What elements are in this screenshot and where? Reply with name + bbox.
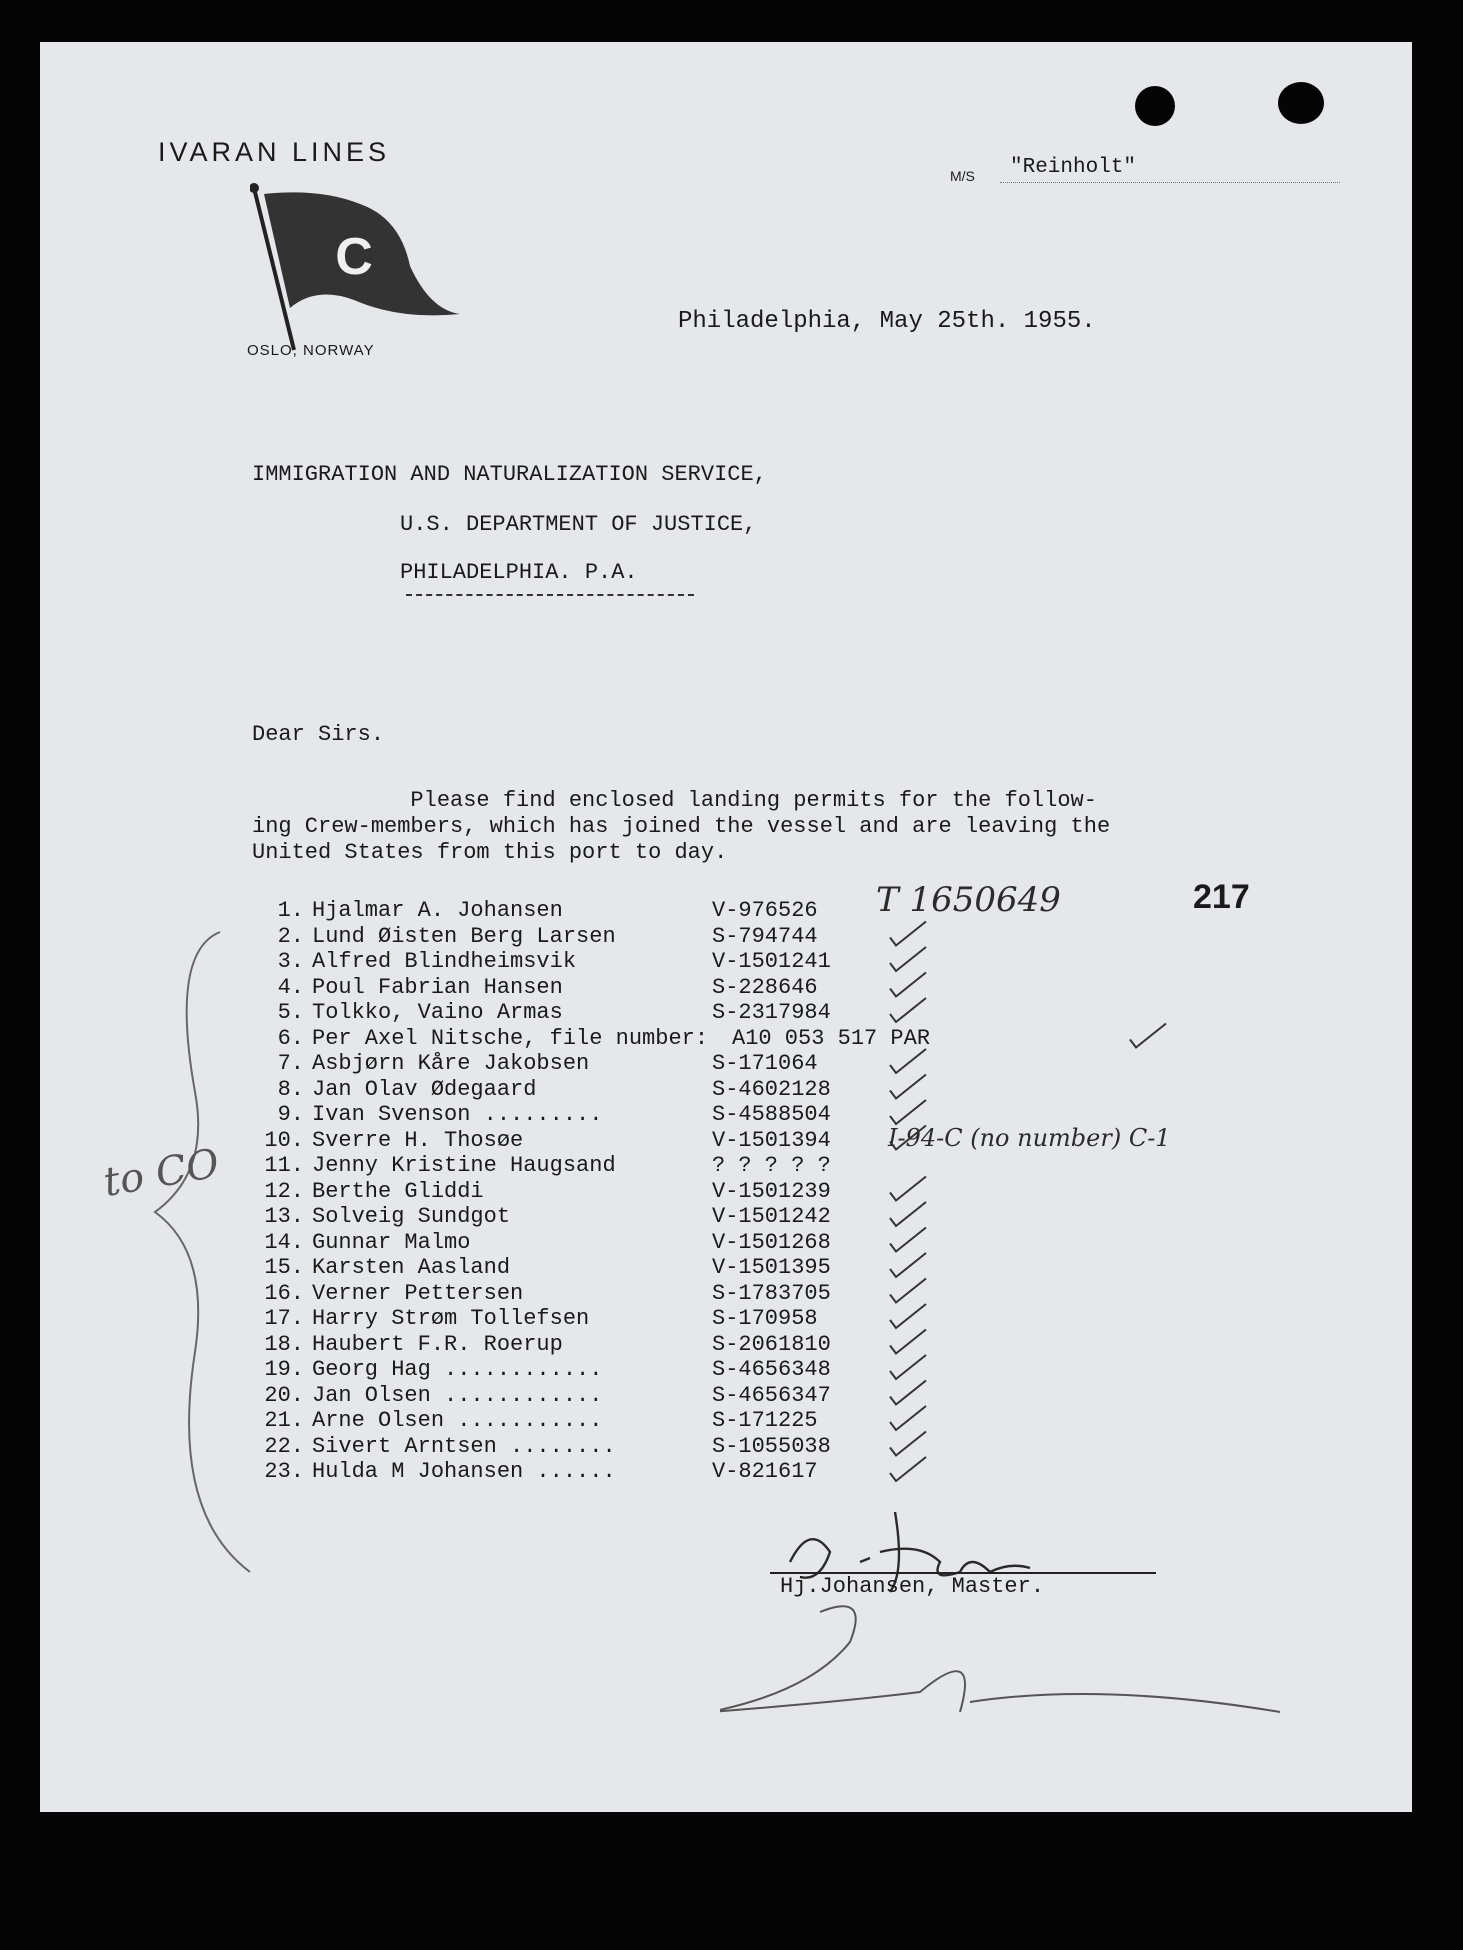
- crew-row: [252, 1408, 930, 1434]
- checkmark: [890, 1126, 926, 1150]
- date-line: Philadelphia, May 25th. 1955.: [678, 308, 1096, 335]
- crew-number: 4.: [277, 974, 304, 1000]
- crew-row: [252, 1077, 930, 1103]
- crew-name: Karsten Aasland: [312, 1255, 511, 1280]
- crew-number: 10.: [264, 1127, 304, 1153]
- crew-row: [252, 949, 930, 975]
- handwritten-note-row-11: I-94-C (no number) C-1: [888, 1124, 1171, 1152]
- checkmark: [890, 1304, 926, 1328]
- crew-id: V-1501395: [712, 1255, 831, 1280]
- crew-number: 1.: [277, 898, 304, 923]
- crew-number: 11.: [264, 1153, 304, 1178]
- crew-number: 12.: [264, 1178, 304, 1204]
- checkmark: [890, 1330, 926, 1354]
- crew-row: [252, 1128, 930, 1154]
- crew-name: Hulda M Johansen ......: [312, 1459, 616, 1484]
- letter-page: [40, 42, 1412, 1812]
- margin-note: to CO: [100, 1140, 223, 1207]
- checkmarks-column: [860, 902, 1180, 1522]
- ship-label: M/S: [950, 168, 975, 184]
- crew-name: Ivan Svenson .........: [312, 1102, 603, 1127]
- crew-number: 16.: [264, 1280, 304, 1306]
- crew-id: V-1501239: [712, 1178, 831, 1204]
- crew-row: [252, 1306, 930, 1332]
- checkmark: [890, 1049, 926, 1073]
- crew-name: Alfred Blindheimsvik: [312, 949, 577, 974]
- crew-number: 5.: [277, 1000, 304, 1025]
- checkmark: [890, 922, 926, 946]
- crew-name: Gunnar Malmo: [312, 1229, 471, 1255]
- crew-list: [252, 898, 930, 1485]
- recipient-line-3: PHILADELPHIA. P.A.: [400, 560, 638, 585]
- crew-row: [252, 1179, 930, 1205]
- crew-row: [252, 975, 930, 1001]
- crew-name: Asbjørn Kåre Jakobsen: [312, 1051, 590, 1076]
- crew-row: [252, 1051, 930, 1077]
- crew-name: Verner Pettersen: [312, 1280, 524, 1306]
- ship-name: "Reinholt": [1010, 156, 1137, 179]
- checkmark: [890, 1075, 926, 1099]
- crew-row: [252, 1153, 930, 1179]
- company-flag-logo: [250, 182, 470, 357]
- checkmark: [890, 1202, 926, 1226]
- crew-id: ? ? ? ? ?: [712, 1153, 831, 1178]
- crew-row: [252, 1102, 930, 1128]
- crew-number: 6.: [277, 1025, 304, 1051]
- checkmark: [890, 947, 926, 971]
- checkmark: [1130, 1024, 1166, 1048]
- crew-name: Jan Olav Ødegaard: [312, 1076, 537, 1102]
- crew-name: Harry Strøm Tollefsen: [312, 1306, 590, 1331]
- crew-number: 15.: [264, 1255, 304, 1280]
- crew-id: V-1501394: [712, 1127, 831, 1153]
- checkmark: [890, 1177, 926, 1201]
- checkmark: [890, 1228, 926, 1252]
- crew-id: S-228646: [712, 974, 818, 1000]
- crew-name: Georg Hag ............: [312, 1357, 603, 1382]
- checkmark: [890, 1253, 926, 1277]
- crew-name: Per Axel Nitsche, file number:: [312, 1025, 709, 1051]
- crew-number: 14.: [264, 1229, 304, 1255]
- crew-name: Jan Olsen ............: [312, 1382, 603, 1408]
- crew-row: [252, 1204, 930, 1230]
- crew-number: 13.: [264, 1204, 304, 1229]
- crew-id: S-1055038: [712, 1433, 831, 1459]
- crew-row: [252, 1459, 930, 1485]
- recipient-line-2: U.S. DEPARTMENT OF JUSTICE,: [400, 512, 757, 537]
- checkmark: [890, 1355, 926, 1379]
- crew-number: 8.: [277, 1076, 304, 1102]
- margin-bracket-annotation: [100, 892, 270, 1582]
- checkmark: [890, 1279, 926, 1303]
- crew-name: Arne Olsen ...........: [312, 1408, 603, 1433]
- crew-name: Sivert Arntsen ........: [312, 1433, 616, 1459]
- crew-row: [252, 1434, 930, 1460]
- crew-row: [252, 1383, 930, 1409]
- crew-row: [252, 1332, 930, 1358]
- crew-row: [252, 1281, 930, 1307]
- signatory-name: Hj.Johansen, Master.: [780, 1574, 1045, 1599]
- crew-id: S-2317984: [712, 1000, 831, 1025]
- crew-name: Jenny Kristine Haugsand: [312, 1153, 616, 1178]
- handwritten-note-row-1: T 1650649: [876, 880, 1061, 920]
- crew-row: [252, 1357, 930, 1383]
- checkmark: [890, 1432, 926, 1456]
- crew-name: Berthe Gliddi: [312, 1178, 484, 1204]
- crew-id: S-170958: [712, 1306, 818, 1331]
- crew-row: [252, 1255, 930, 1281]
- crew-id: V-976526: [712, 898, 818, 923]
- crew-id: S-4656348: [712, 1357, 831, 1382]
- company-name: IVARAN LINES: [158, 137, 391, 167]
- crew-number: 17.: [264, 1306, 304, 1331]
- crew-number: 3.: [277, 949, 304, 974]
- company-location: OSLO, NORWAY: [247, 342, 375, 359]
- crew-id: S-171064: [712, 1051, 818, 1076]
- crew-id: S-4602128: [712, 1076, 831, 1102]
- checkmark: [890, 1406, 926, 1430]
- crew-number: 21.: [264, 1408, 304, 1433]
- crew-row: [252, 924, 930, 950]
- checkmark: [890, 973, 926, 997]
- handwritten-signature: [720, 1482, 1280, 1742]
- crew-number: 22.: [264, 1433, 304, 1459]
- punch-hole: [1278, 82, 1324, 124]
- crew-id: V-1501268: [712, 1229, 831, 1255]
- crew-id: V-1501242: [712, 1204, 831, 1229]
- crew-id: S-794744: [712, 923, 818, 949]
- crew-number: 9.: [277, 1102, 304, 1127]
- crew-row: [252, 1026, 930, 1052]
- crew-number: 7.: [277, 1051, 304, 1076]
- crew-id: S-4656347: [712, 1382, 831, 1408]
- crew-name: Haubert F.R. Roerup: [312, 1331, 563, 1357]
- checkmark: [890, 1457, 926, 1481]
- crew-number: 23.: [264, 1459, 304, 1484]
- stamp-number: 217: [1193, 878, 1250, 916]
- crew-number: 20.: [264, 1382, 304, 1408]
- crew-id: V-821617: [712, 1459, 818, 1484]
- flag-letter: C: [335, 228, 373, 286]
- checkmark: [890, 998, 926, 1022]
- crew-id: S-1783705: [712, 1280, 831, 1306]
- crew-id: S-171225: [712, 1408, 818, 1433]
- ship-underline: [1000, 182, 1340, 183]
- crew-id: A10 053 517 PAR: [732, 1025, 931, 1051]
- crew-number: 2.: [277, 923, 304, 949]
- crew-name: Solveig Sundgot: [312, 1204, 511, 1229]
- recipient-rule: [406, 594, 694, 596]
- crew-name: Lund Øisten Berg Larsen: [312, 923, 616, 949]
- recipient-line-1: IMMIGRATION AND NATURALIZATION SERVICE,: [252, 462, 767, 487]
- crew-id: S-4588504: [712, 1102, 831, 1127]
- crew-id: S-2061810: [712, 1331, 831, 1357]
- salutation: Dear Sirs.: [252, 722, 385, 747]
- crew-id: V-1501241: [712, 949, 831, 974]
- letter-body: Please find enclosed landing permits for the follow- ing Crew-members, which has joined the vessel and are leaving the United States from this port to day.: [252, 788, 1111, 865]
- crew-row: [252, 898, 930, 924]
- crew-name: Poul Fabrian Hansen: [312, 974, 563, 1000]
- crew-name: Tolkko, Vaino Armas: [312, 1000, 563, 1025]
- crew-number: 19.: [264, 1357, 304, 1382]
- checkmark: [890, 1100, 926, 1124]
- punch-hole: [1135, 86, 1175, 126]
- crew-row: [252, 1000, 930, 1026]
- checkmark: [890, 1381, 926, 1405]
- crew-name: Sverre H. Thosøe: [312, 1127, 524, 1153]
- crew-row: [252, 1230, 930, 1256]
- crew-number: 18.: [264, 1331, 304, 1357]
- crew-name: Hjalmar A. Johansen: [312, 898, 563, 923]
